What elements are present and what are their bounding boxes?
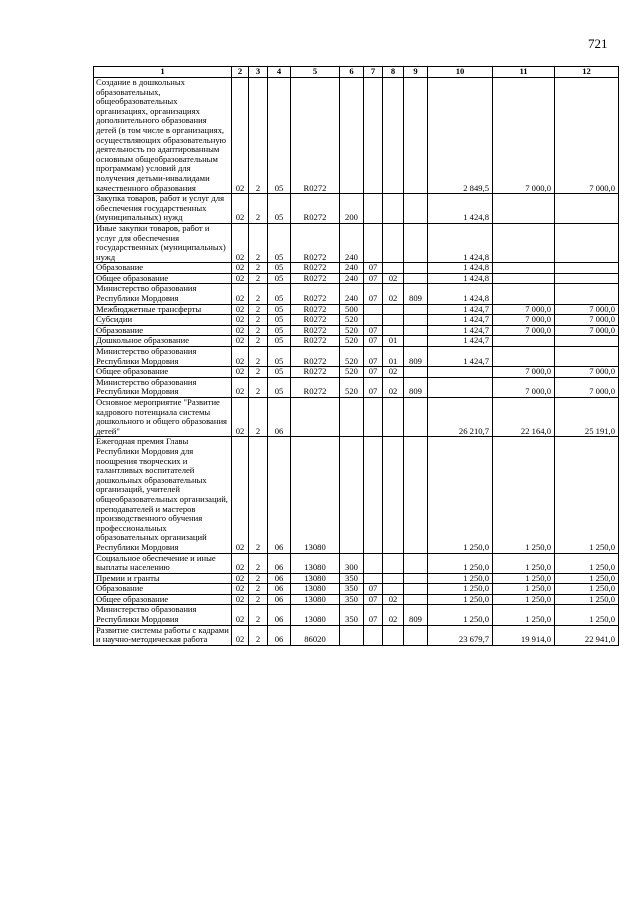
table-body bbox=[94, 78, 619, 646]
activity-code-cell: 05 bbox=[268, 304, 291, 315]
activity-code-cell: 06 bbox=[268, 398, 291, 437]
amount-year-3-cell: 7 000,0 bbox=[555, 304, 619, 315]
amount-year-3-cell: 22 941,0 bbox=[555, 625, 619, 645]
subprogram-code-cell: 2 bbox=[249, 573, 268, 584]
subsection-cell: 02 bbox=[383, 367, 404, 378]
activity-code-cell: 05 bbox=[268, 377, 291, 397]
section-cell bbox=[364, 194, 383, 224]
row-name-cell: Межбюджетные трансферты bbox=[94, 304, 232, 315]
amount-year-1-cell: 23 679,7 bbox=[428, 625, 493, 645]
program-code-cell: 02 bbox=[232, 284, 249, 304]
subsection-cell: 01 bbox=[383, 347, 404, 367]
section-cell: 07 bbox=[364, 594, 383, 605]
row-name-cell: Министерство образования Республики Мордовия bbox=[94, 284, 232, 304]
section-cell bbox=[364, 625, 383, 645]
department-code-cell bbox=[404, 584, 428, 595]
table-row bbox=[94, 584, 619, 595]
row-name-cell: Образование bbox=[94, 584, 232, 595]
expense-type-cell bbox=[340, 78, 364, 194]
expense-type-cell bbox=[340, 398, 364, 437]
subprogram-code-cell: 2 bbox=[249, 194, 268, 224]
expense-type-cell: 200 bbox=[340, 194, 364, 224]
amount-year-3-cell: 7 000,0 bbox=[555, 315, 619, 326]
amount-year-3-cell: 25 191,0 bbox=[555, 398, 619, 437]
expense-type-cell: 240 bbox=[340, 263, 364, 274]
amount-year-1-cell: 2 849,5 bbox=[428, 78, 493, 194]
table-row bbox=[94, 347, 619, 367]
subsection-cell: 02 bbox=[383, 605, 404, 625]
row-name-cell: Премии и гранты bbox=[94, 573, 232, 584]
subsection-cell bbox=[383, 437, 404, 553]
amount-year-2-cell: 1 250,0 bbox=[493, 553, 555, 573]
expense-type-cell: 240 bbox=[340, 273, 364, 284]
table-row bbox=[94, 194, 619, 224]
amount-year-2-cell: 7 000,0 bbox=[493, 367, 555, 378]
department-code-cell: 809 bbox=[404, 605, 428, 625]
amount-year-3-cell: 1 250,0 bbox=[555, 573, 619, 584]
subsection-cell bbox=[383, 398, 404, 437]
target-article-cell: R0272 bbox=[291, 304, 340, 315]
expense-type-cell: 240 bbox=[340, 223, 364, 262]
target-article-cell: 13080 bbox=[291, 584, 340, 595]
column-header: 5 bbox=[291, 67, 340, 78]
section-cell bbox=[364, 573, 383, 584]
department-code-cell: 809 bbox=[404, 347, 428, 367]
column-header: 7 bbox=[364, 67, 383, 78]
target-article-cell: 13080 bbox=[291, 573, 340, 584]
amount-year-1-cell: 1 250,0 bbox=[428, 553, 493, 573]
target-article-cell: R0272 bbox=[291, 315, 340, 326]
department-code-cell bbox=[404, 315, 428, 326]
amount-year-3-cell bbox=[555, 336, 619, 347]
amount-year-1-cell: 1 424,7 bbox=[428, 347, 493, 367]
target-article-cell: R0272 bbox=[291, 325, 340, 336]
column-header: 10 bbox=[428, 67, 493, 78]
program-code-cell: 02 bbox=[232, 553, 249, 573]
row-name-cell: Субсидии bbox=[94, 315, 232, 326]
row-name-cell: Министерство образования Республики Мордовия bbox=[94, 377, 232, 397]
subsection-cell: 02 bbox=[383, 284, 404, 304]
activity-code-cell: 05 bbox=[268, 325, 291, 336]
amount-year-2-cell: 1 250,0 bbox=[493, 573, 555, 584]
page-number: 721 bbox=[588, 36, 608, 51]
row-name-cell: Общее образование bbox=[94, 367, 232, 378]
activity-code-cell: 06 bbox=[268, 573, 291, 584]
expense-type-cell: 240 bbox=[340, 284, 364, 304]
amount-year-2-cell: 7 000,0 bbox=[493, 377, 555, 397]
amount-year-3-cell: 1 250,0 bbox=[555, 553, 619, 573]
activity-code-cell: 06 bbox=[268, 625, 291, 645]
row-name-cell: Основное мероприятие "Развитие кадрового потенциала системы дошкольного и общего образования детей" bbox=[94, 398, 232, 437]
amount-year-3-cell bbox=[555, 347, 619, 367]
subsection-cell bbox=[383, 304, 404, 315]
expense-type-cell: 300 bbox=[340, 553, 364, 573]
subsection-cell bbox=[383, 625, 404, 645]
program-code-cell: 02 bbox=[232, 584, 249, 595]
department-code-cell bbox=[404, 194, 428, 224]
target-article-cell: R0272 bbox=[291, 223, 340, 262]
amount-year-2-cell: 7 000,0 bbox=[493, 315, 555, 326]
target-article-cell: R0272 bbox=[291, 377, 340, 397]
expense-type-cell: 350 bbox=[340, 584, 364, 595]
target-article-cell bbox=[291, 398, 340, 437]
amount-year-3-cell bbox=[555, 284, 619, 304]
amount-year-2-cell bbox=[493, 194, 555, 224]
expense-type-cell: 350 bbox=[340, 594, 364, 605]
amount-year-2-cell: 7 000,0 bbox=[493, 78, 555, 194]
row-name-cell: Дошкольное образование bbox=[94, 336, 232, 347]
expense-type-cell: 500 bbox=[340, 304, 364, 315]
subsection-cell bbox=[383, 78, 404, 194]
expense-type-cell bbox=[340, 437, 364, 553]
subsection-cell bbox=[383, 325, 404, 336]
section-cell bbox=[364, 304, 383, 315]
expense-type-cell: 520 bbox=[340, 315, 364, 326]
target-article-cell: R0272 bbox=[291, 367, 340, 378]
row-name-cell: Министерство образования Республики Мордовия bbox=[94, 605, 232, 625]
row-name-cell: Общее образование bbox=[94, 594, 232, 605]
department-code-cell bbox=[404, 625, 428, 645]
amount-year-2-cell: 1 250,0 bbox=[493, 584, 555, 595]
activity-code-cell: 05 bbox=[268, 336, 291, 347]
amount-year-2-cell: 1 250,0 bbox=[493, 605, 555, 625]
activity-code-cell: 05 bbox=[268, 284, 291, 304]
amount-year-2-cell: 1 250,0 bbox=[493, 437, 555, 553]
table-header-row bbox=[94, 67, 619, 78]
amount-year-1-cell bbox=[428, 377, 493, 397]
table-row bbox=[94, 594, 619, 605]
amount-year-3-cell: 1 250,0 bbox=[555, 605, 619, 625]
amount-year-1-cell: 1 250,0 bbox=[428, 437, 493, 553]
amount-year-1-cell: 1 424,7 bbox=[428, 315, 493, 326]
section-cell: 07 bbox=[364, 605, 383, 625]
target-article-cell: R0272 bbox=[291, 263, 340, 274]
department-code-cell bbox=[404, 367, 428, 378]
program-code-cell: 02 bbox=[232, 273, 249, 284]
activity-code-cell: 05 bbox=[268, 194, 291, 224]
activity-code-cell: 06 bbox=[268, 584, 291, 595]
amount-year-3-cell: 1 250,0 bbox=[555, 594, 619, 605]
target-article-cell: R0272 bbox=[291, 347, 340, 367]
expense-type-cell: 520 bbox=[340, 367, 364, 378]
department-code-cell bbox=[404, 273, 428, 284]
subsection-cell bbox=[383, 573, 404, 584]
expense-type-cell: 520 bbox=[340, 377, 364, 397]
table-row bbox=[94, 398, 619, 437]
subprogram-code-cell: 2 bbox=[249, 325, 268, 336]
department-code-cell bbox=[404, 78, 428, 194]
department-code-cell bbox=[404, 553, 428, 573]
expense-type-cell bbox=[340, 625, 364, 645]
table-row bbox=[94, 437, 619, 553]
amount-year-1-cell: 1 424,8 bbox=[428, 223, 493, 262]
amount-year-3-cell: 7 000,0 bbox=[555, 377, 619, 397]
subprogram-code-cell: 2 bbox=[249, 377, 268, 397]
program-code-cell: 02 bbox=[232, 78, 249, 194]
section-cell bbox=[364, 78, 383, 194]
department-code-cell: 809 bbox=[404, 377, 428, 397]
subsection-cell bbox=[383, 194, 404, 224]
subprogram-code-cell: 2 bbox=[249, 263, 268, 274]
amount-year-3-cell bbox=[555, 263, 619, 274]
amount-year-1-cell: 1 424,8 bbox=[428, 194, 493, 224]
activity-code-cell: 05 bbox=[268, 315, 291, 326]
activity-code-cell: 06 bbox=[268, 605, 291, 625]
subsection-cell bbox=[383, 223, 404, 262]
row-name-cell: Образование bbox=[94, 263, 232, 274]
amount-year-3-cell: 7 000,0 bbox=[555, 325, 619, 336]
amount-year-2-cell: 7 000,0 bbox=[493, 325, 555, 336]
activity-code-cell: 05 bbox=[268, 273, 291, 284]
target-article-cell: R0272 bbox=[291, 336, 340, 347]
amount-year-2-cell: 7 000,0 bbox=[493, 304, 555, 315]
column-header: 3 bbox=[249, 67, 268, 78]
subprogram-code-cell: 2 bbox=[249, 367, 268, 378]
row-name-cell: Закупка товаров, работ и услуг для обеспечения государственных (муниципальных) нужд bbox=[94, 194, 232, 224]
subprogram-code-cell: 2 bbox=[249, 398, 268, 437]
subsection-cell: 02 bbox=[383, 594, 404, 605]
section-cell: 07 bbox=[364, 325, 383, 336]
table-row bbox=[94, 284, 619, 304]
activity-code-cell: 06 bbox=[268, 594, 291, 605]
subsection-cell bbox=[383, 315, 404, 326]
row-name-cell: Создание в дошкольных образовательных, общеобразовательных организациях, организациях дополнительного образования детей (в том числе в организациях, осуществляющих образовательную деятельность по адаптированным основным общеобразовательным программам) условий для получения детьми-инвалидами качественного образования bbox=[94, 78, 232, 194]
column-header: 11 bbox=[493, 67, 555, 78]
amount-year-1-cell: 1 424,7 bbox=[428, 304, 493, 315]
table-row bbox=[94, 325, 619, 336]
amount-year-3-cell bbox=[555, 194, 619, 224]
table-row bbox=[94, 377, 619, 397]
program-code-cell: 02 bbox=[232, 367, 249, 378]
activity-code-cell: 05 bbox=[268, 263, 291, 274]
subprogram-code-cell: 2 bbox=[249, 284, 268, 304]
program-code-cell: 02 bbox=[232, 398, 249, 437]
subsection-cell bbox=[383, 263, 404, 274]
row-name-cell: Образование bbox=[94, 325, 232, 336]
amount-year-1-cell: 26 210,7 bbox=[428, 398, 493, 437]
row-name-cell: Министерство образования Республики Мордовия bbox=[94, 347, 232, 367]
section-cell: 07 bbox=[364, 336, 383, 347]
target-article-cell: R0272 bbox=[291, 273, 340, 284]
table-row bbox=[94, 367, 619, 378]
section-cell: 07 bbox=[364, 584, 383, 595]
amount-year-2-cell bbox=[493, 336, 555, 347]
expense-type-cell: 350 bbox=[340, 605, 364, 625]
amount-year-1-cell: 1 424,8 bbox=[428, 273, 493, 284]
subsection-cell: 02 bbox=[383, 377, 404, 397]
expense-type-cell: 520 bbox=[340, 336, 364, 347]
activity-code-cell: 05 bbox=[268, 347, 291, 367]
target-article-cell: 13080 bbox=[291, 594, 340, 605]
amount-year-2-cell: 22 164,0 bbox=[493, 398, 555, 437]
program-code-cell: 02 bbox=[232, 437, 249, 553]
program-code-cell: 02 bbox=[232, 315, 249, 326]
table-row bbox=[94, 263, 619, 274]
program-code-cell: 02 bbox=[232, 325, 249, 336]
department-code-cell bbox=[404, 263, 428, 274]
target-article-cell: R0272 bbox=[291, 194, 340, 224]
column-header: 12 bbox=[555, 67, 619, 78]
program-code-cell: 02 bbox=[232, 347, 249, 367]
activity-code-cell: 06 bbox=[268, 553, 291, 573]
program-code-cell: 02 bbox=[232, 194, 249, 224]
row-name-cell: Общее образование bbox=[94, 273, 232, 284]
activity-code-cell: 06 bbox=[268, 437, 291, 553]
row-name-cell: Иные закупки товаров, работ и услуг для обеспечения государственных (муниципальных) нужд bbox=[94, 223, 232, 262]
program-code-cell: 02 bbox=[232, 263, 249, 274]
amount-year-2-cell bbox=[493, 263, 555, 274]
target-article-cell: 86020 bbox=[291, 625, 340, 645]
section-cell: 07 bbox=[364, 263, 383, 274]
subprogram-code-cell: 2 bbox=[249, 594, 268, 605]
subprogram-code-cell: 2 bbox=[249, 336, 268, 347]
subprogram-code-cell: 2 bbox=[249, 304, 268, 315]
target-article-cell: 13080 bbox=[291, 605, 340, 625]
activity-code-cell: 05 bbox=[268, 78, 291, 194]
department-code-cell bbox=[404, 398, 428, 437]
amount-year-1-cell: 1 424,7 bbox=[428, 325, 493, 336]
target-article-cell: 13080 bbox=[291, 553, 340, 573]
row-name-cell: Социальное обеспечение и иные выплаты населению bbox=[94, 553, 232, 573]
section-cell: 07 bbox=[364, 367, 383, 378]
table-row bbox=[94, 273, 619, 284]
amount-year-2-cell bbox=[493, 347, 555, 367]
department-code-cell bbox=[404, 336, 428, 347]
section-cell: 07 bbox=[364, 284, 383, 304]
section-cell: 07 bbox=[364, 347, 383, 367]
table-row bbox=[94, 573, 619, 584]
row-name-cell: Ежегодная премия Главы Республики Мордовия для поощрения творческих и талантливых воспитателей дошкольных образовательных организаций, учителей общеобразовательных организаций, преподавателей и мастеров производственного обучения профессиональных образовательных организаций Республики Мордовия bbox=[94, 437, 232, 553]
amount-year-2-cell bbox=[493, 273, 555, 284]
column-header: 9 bbox=[404, 67, 428, 78]
department-code-cell: 809 bbox=[404, 284, 428, 304]
subsection-cell bbox=[383, 553, 404, 573]
department-code-cell bbox=[404, 223, 428, 262]
subprogram-code-cell: 2 bbox=[249, 625, 268, 645]
amount-year-2-cell bbox=[493, 223, 555, 262]
section-cell: 07 bbox=[364, 273, 383, 284]
section-cell bbox=[364, 223, 383, 262]
section-cell bbox=[364, 553, 383, 573]
subsection-cell bbox=[383, 584, 404, 595]
target-article-cell: R0272 bbox=[291, 284, 340, 304]
amount-year-1-cell: 1 250,0 bbox=[428, 594, 493, 605]
table-row bbox=[94, 553, 619, 573]
column-header: 8 bbox=[383, 67, 404, 78]
table-row bbox=[94, 625, 619, 645]
table-row bbox=[94, 78, 619, 194]
subprogram-code-cell: 2 bbox=[249, 78, 268, 194]
section-cell bbox=[364, 437, 383, 553]
program-code-cell: 02 bbox=[232, 377, 249, 397]
activity-code-cell: 05 bbox=[268, 367, 291, 378]
program-code-cell: 02 bbox=[232, 605, 249, 625]
table-row bbox=[94, 223, 619, 262]
amount-year-3-cell: 1 250,0 bbox=[555, 584, 619, 595]
amount-year-3-cell: 1 250,0 bbox=[555, 437, 619, 553]
amount-year-1-cell: 1 424,7 bbox=[428, 336, 493, 347]
amount-year-3-cell bbox=[555, 273, 619, 284]
table-row bbox=[94, 336, 619, 347]
amount-year-3-cell bbox=[555, 223, 619, 262]
amount-year-1-cell: 1 424,8 bbox=[428, 263, 493, 274]
program-code-cell: 02 bbox=[232, 304, 249, 315]
target-article-cell: R0272 bbox=[291, 78, 340, 194]
target-article-cell: 13080 bbox=[291, 437, 340, 553]
program-code-cell: 02 bbox=[232, 625, 249, 645]
subprogram-code-cell: 2 bbox=[249, 553, 268, 573]
subprogram-code-cell: 2 bbox=[249, 605, 268, 625]
subsection-cell: 02 bbox=[383, 273, 404, 284]
section-cell bbox=[364, 315, 383, 326]
amount-year-1-cell: 1 250,0 bbox=[428, 584, 493, 595]
amount-year-1-cell: 1 250,0 bbox=[428, 605, 493, 625]
subprogram-code-cell: 2 bbox=[249, 347, 268, 367]
activity-code-cell: 05 bbox=[268, 223, 291, 262]
department-code-cell bbox=[404, 594, 428, 605]
subprogram-code-cell: 2 bbox=[249, 315, 268, 326]
subprogram-code-cell: 2 bbox=[249, 273, 268, 284]
budget-table bbox=[93, 66, 619, 646]
amount-year-3-cell: 7 000,0 bbox=[555, 78, 619, 194]
subsection-cell: 01 bbox=[383, 336, 404, 347]
amount-year-2-cell: 1 250,0 bbox=[493, 594, 555, 605]
program-code-cell: 02 bbox=[232, 223, 249, 262]
subprogram-code-cell: 2 bbox=[249, 223, 268, 262]
expense-type-cell: 520 bbox=[340, 347, 364, 367]
subprogram-code-cell: 2 bbox=[249, 437, 268, 553]
section-cell: 07 bbox=[364, 377, 383, 397]
expense-type-cell: 520 bbox=[340, 325, 364, 336]
table-row bbox=[94, 315, 619, 326]
department-code-cell bbox=[404, 304, 428, 315]
amount-year-2-cell: 19 914,0 bbox=[493, 625, 555, 645]
expense-type-cell: 350 bbox=[340, 573, 364, 584]
column-header: 6 bbox=[340, 67, 364, 78]
column-header: 4 bbox=[268, 67, 291, 78]
table-row bbox=[94, 304, 619, 315]
amount-year-1-cell: 1 424,8 bbox=[428, 284, 493, 304]
subprogram-code-cell: 2 bbox=[249, 584, 268, 595]
program-code-cell: 02 bbox=[232, 594, 249, 605]
department-code-cell bbox=[404, 573, 428, 584]
table-row bbox=[94, 605, 619, 625]
amount-year-2-cell bbox=[493, 284, 555, 304]
section-cell bbox=[364, 398, 383, 437]
amount-year-1-cell: 1 250,0 bbox=[428, 573, 493, 584]
column-header: 1 bbox=[94, 67, 232, 78]
program-code-cell: 02 bbox=[232, 573, 249, 584]
column-header: 2 bbox=[232, 67, 249, 78]
department-code-cell bbox=[404, 325, 428, 336]
amount-year-1-cell bbox=[428, 367, 493, 378]
program-code-cell: 02 bbox=[232, 336, 249, 347]
amount-year-3-cell: 7 000,0 bbox=[555, 367, 619, 378]
row-name-cell: Развитие системы работы с кадрами и научно-методическая работа bbox=[94, 625, 232, 645]
department-code-cell bbox=[404, 437, 428, 553]
